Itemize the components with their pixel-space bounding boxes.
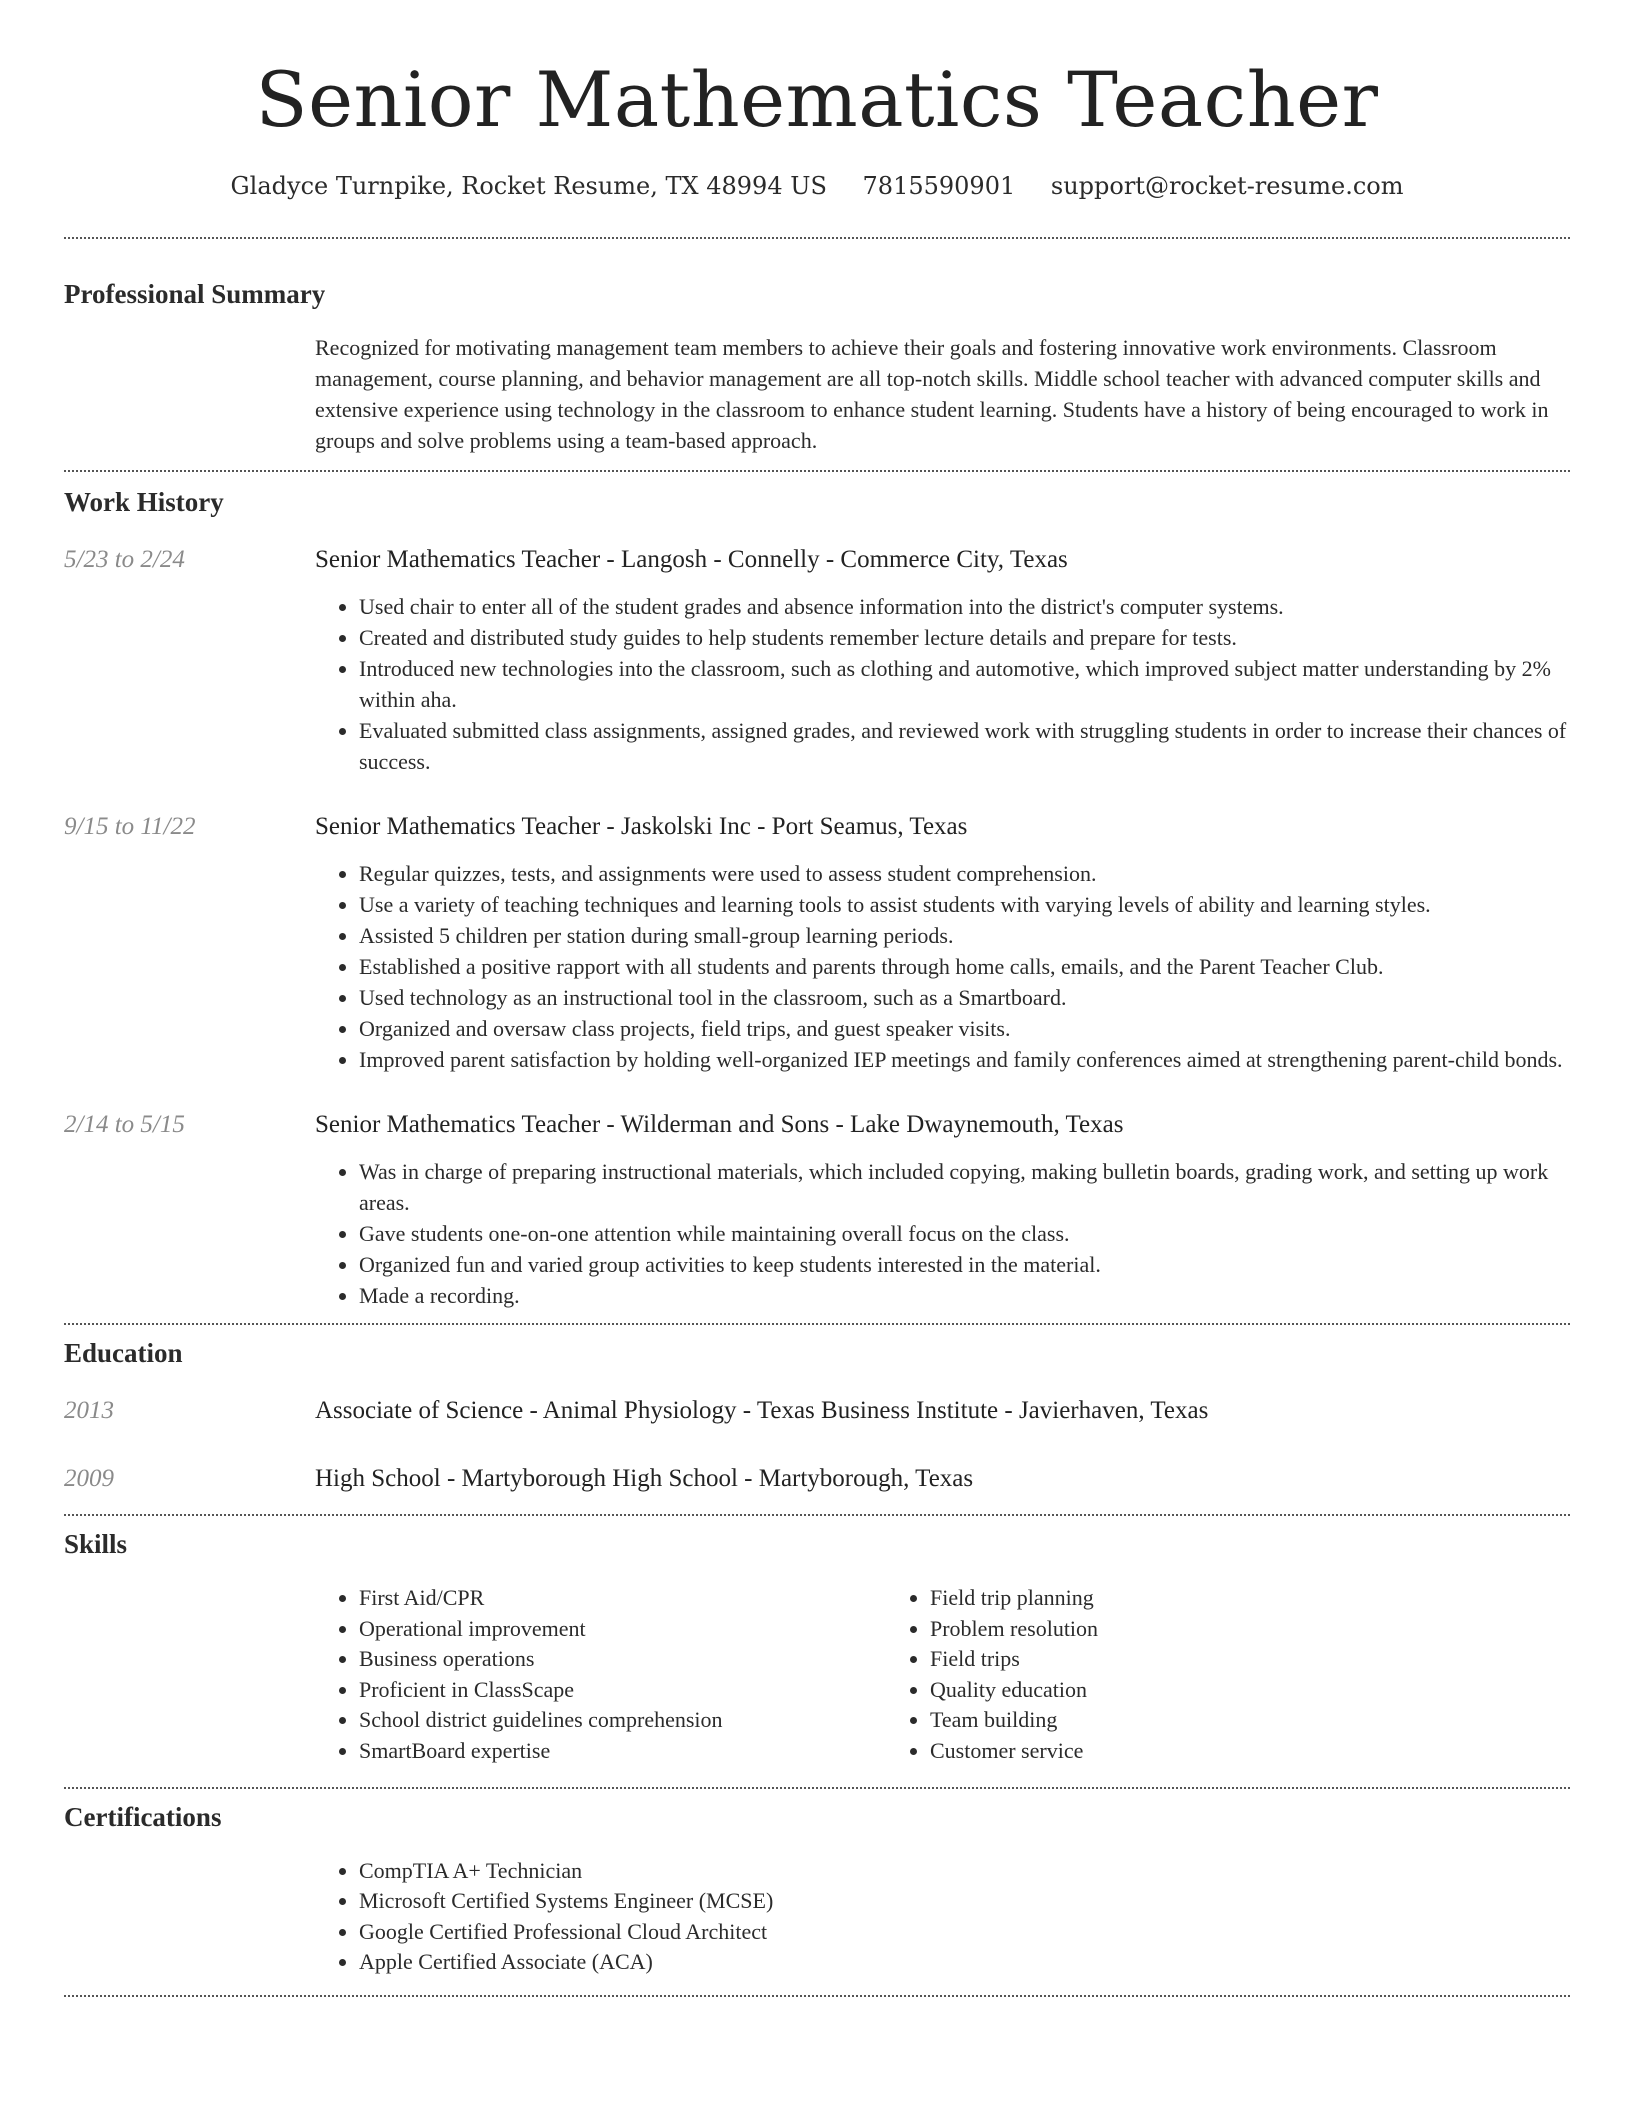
list-item: • Was in charge of preparing instructional materials, which included copying, making bulletin boards, grading work, and setting up work areas. [359,1156,1570,1218]
list-item: • Field trip planning [930,1583,1457,1614]
list-item: • Operational improvement [359,1614,886,1645]
divider [64,1514,1570,1516]
list-item: • Introduced new technologies into the classroom, such as clothing and automotive, which improved subject matter understanding by 2% within aha. [359,653,1570,715]
list-item: • Gave students one-on-one attention while maintaining overall focus on the class. [359,1218,1570,1249]
job-dates: 9/15 to 11/22 [64,813,196,840]
list-item: • Made a recording. [359,1280,1570,1311]
education-entry [64,1462,1570,1496]
list-item: • Field trips [930,1644,1457,1675]
job-bullets [64,591,1570,777]
certifications-list [315,1856,1215,1978]
list-item: • School district guidelines comprehension [359,1705,886,1736]
list-item: • CompTIA A+ Technician [359,1856,1215,1887]
job-bullets [64,1156,1570,1311]
list-item: • Team building [930,1705,1457,1736]
job-entry [64,543,1570,777]
list-item: • Used chair to enter all of the student grades and absence information into the district's computer systems. [359,591,1570,622]
divider [64,1995,1570,1997]
certifications-section [64,1800,1570,1978]
education-year: 2009 [64,1465,114,1492]
list-item: • Apple Certified Associate (ACA) [359,1947,1215,1978]
job-dates: 2/14 to 5/15 [64,1111,185,1138]
summary-heading: Professional Summary [64,279,326,309]
skills-list-right [886,1583,1457,1767]
resume-page [64,0,1570,1997]
work-heading: Work History [64,487,224,517]
education-year: 2013 [64,1397,114,1424]
education-entry [64,1394,1570,1428]
skills-section [64,1527,1570,1767]
list-item: • Established a positive rapport with all students and parents through home calls, emails, and the Parent Teacher Club. [359,951,1570,982]
list-item: • Used technology as an instructional tool in the classroom, such as a Smartboard. [359,982,1570,1013]
job-bullets [64,858,1570,1075]
divider [64,1787,1570,1789]
skills-list-left [315,1583,886,1767]
contact-email: support@rocket-resume.com [1050,172,1404,200]
education-section [64,1336,1570,1496]
list-item: • Organized fun and varied group activities to keep students interested in the material. [359,1249,1570,1280]
list-item: • Customer service [930,1736,1457,1767]
list-item: • SmartBoard expertise [359,1736,886,1767]
job-entry [64,1108,1570,1311]
divider [64,237,1570,239]
certifications-heading: Certifications [64,1801,222,1832]
job-title: Senior Mathematics Teacher - Langosh - Connelly - Commerce City, Texas [315,546,1068,573]
list-item: • Microsoft Certified Systems Engineer (MCSE) [359,1886,1215,1917]
list-item: • Business operations [359,1644,886,1675]
education-heading: Education [64,1338,183,1368]
contact-phone: 7815590901 [862,172,1016,200]
list-item: • Quality education [930,1675,1457,1706]
list-item: • Organized and oversaw class projects, field trips, and guest speaker visits. [359,1013,1570,1044]
job-title: Senior Mathematics Teacher - Jaskolski Inc - Port Seamus, Texas [315,813,968,840]
skills-columns [315,1583,1570,1767]
skills-heading: Skills [64,1529,128,1559]
list-item: • Problem resolution [930,1614,1457,1645]
list-item: • First Aid/CPR [359,1583,886,1614]
list-item: • Proficient in ClassScape [359,1675,886,1706]
list-item: • Evaluated submitted class assignments, assigned grades, and reviewed work with struggling students in order to increase their chances of success. [359,715,1570,777]
list-item: • Regular quizzes, tests, and assignments were used to assess student comprehension. [359,858,1570,889]
job-dates: 5/23 to 2/24 [64,546,185,573]
job-entry [64,810,1570,1075]
job-title: Senior Mathematics Teacher - Wilderman and Sons - Lake Dwaynemouth, Texas [315,1111,1124,1138]
education-title: High School - Martyborough High School - Martyborough, Texas [315,1465,974,1492]
contact-line [64,170,1570,202]
summary-text: Recognized for motivating management team members to achieve their goals and fostering innovative work environments. Classroom management, course planning, and behavior management are all top-notch skills. Middle school teacher with advanced computer skills and extensive experience using technology in the classroom to enhance student learning. Students have a history of being encouraged to work in groups and solve problems using a team-based approach. [315,335,1549,453]
page-title: Senior Mathematics Teacher [255,55,1379,144]
certifications-columns [315,1856,1570,1978]
contact-address: Gladyce Turnpike, Rocket Resume, TX 48994 US [230,172,827,200]
list-item: • Assisted 5 children per station during small-group learning periods. [359,920,1570,951]
list-item: • Use a variety of teaching techniques and learning tools to assist students with varying levels of ability and learning styles. [359,889,1570,920]
list-item: • Google Certified Professional Cloud Architect [359,1917,1215,1948]
work-section [64,485,1570,1311]
education-title: Associate of Science - Animal Physiology - Texas Business Institute - Javierhaven, Texas [315,1397,1209,1424]
list-item: • Created and distributed study guides to help students remember lecture details and prepare for tests. [359,622,1570,653]
summary-section [64,277,1570,456]
divider [64,470,1570,472]
list-item: • Improved parent satisfaction by holding well-organized IEP meetings and family conferences aimed at strengthening parent-child bonds. [359,1044,1570,1075]
divider [64,1323,1570,1325]
